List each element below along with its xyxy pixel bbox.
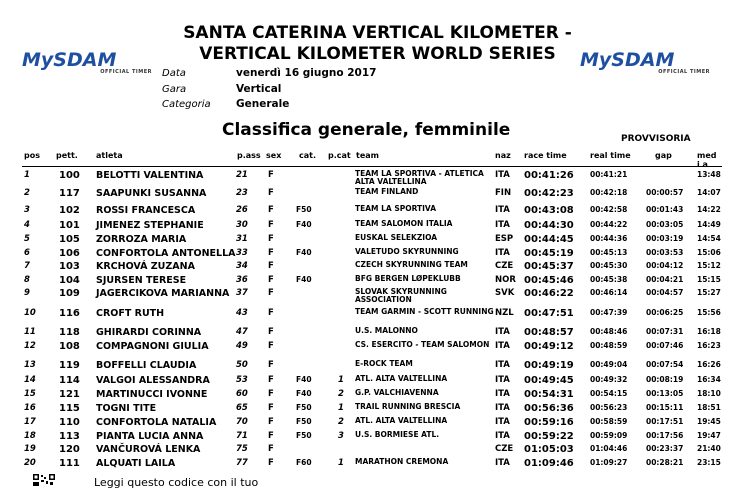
qr-code-icon: [33, 474, 55, 486]
data-label: Data: [162, 68, 186, 79]
cell-cat: F50: [296, 403, 312, 412]
cell-real: 00:49:32: [590, 375, 628, 384]
cell-naz: ITA: [495, 220, 510, 230]
cell-gap: 00:03:53: [646, 248, 684, 257]
cell-pett: 104: [59, 275, 80, 286]
cell-atleta: BOFFELLI CLAUDIA: [96, 360, 197, 371]
cell-pos: 3: [24, 205, 30, 215]
cell-media: 15:27: [697, 288, 721, 297]
cell-pett: 100: [59, 170, 80, 181]
col-cat: cat.: [299, 151, 317, 160]
logo-right-text: MySDAM: [580, 49, 675, 71]
cell-sex: F: [268, 327, 274, 337]
cell-pos: 17: [24, 417, 36, 427]
cell-media: 15:06: [697, 248, 721, 257]
cell-race: 00:56:36: [524, 403, 574, 414]
cell-media: 23:15: [697, 458, 721, 467]
cell-team: G.P. VALCHIAVENNA: [355, 388, 439, 397]
cell-pos: 9: [24, 288, 30, 298]
cell-media: 14:49: [697, 220, 721, 229]
cell-pett: 101: [59, 220, 80, 231]
cell-race: 00:54:31: [524, 389, 574, 400]
cell-gap: 00:13:05: [646, 389, 684, 398]
cell-sex: F: [268, 389, 274, 399]
cell-team: TEAM GARMIN - SCOTT RUNNING: [355, 307, 494, 316]
title-line-2: VERTICAL KILOMETER WORLD SERIES: [199, 44, 556, 64]
cell-atleta: ROSSI FRANCESCA: [96, 205, 196, 216]
cell-naz: SVK: [495, 288, 515, 298]
cell-pos: 10: [24, 308, 36, 318]
cell-pass: 43: [236, 308, 248, 318]
cell-atleta: BELOTTI VALENTINA: [96, 170, 204, 181]
cell-team: TRAIL RUNNING BRESCIA: [355, 402, 461, 411]
cell-sex: F: [268, 220, 274, 230]
cell-pass: 33: [236, 248, 248, 258]
status-label: PROVVISORIA: [621, 134, 691, 144]
cell-race: 00:44:45: [524, 234, 574, 245]
cell-pett: 119: [59, 360, 80, 371]
cell-atleta: SJURSEN TERESE: [96, 275, 187, 286]
cell-pos: 6: [24, 248, 30, 258]
cell-media: 19:45: [697, 417, 721, 426]
cell-race: 00:48:57: [524, 327, 574, 338]
cell-sex: F: [268, 375, 274, 385]
cell-atleta: SAAPUNKI SUSANNA: [96, 188, 207, 199]
cell-pass: 34: [236, 261, 248, 271]
cell-team: TEAM LA SPORTIVA - ATLETICA ALTA VALTELLINA: [355, 169, 484, 186]
cell-real: 00:44:22: [590, 220, 628, 229]
cell-pcat: 2: [338, 389, 344, 399]
cell-atleta: VALGOI ALESSANDRA: [96, 375, 210, 386]
cell-atleta: COMPAGNONI GIULIA: [96, 341, 209, 352]
data-value: venerdì 16 giugno 2017: [236, 67, 377, 79]
logo-right-tag: OFFICIAL TIMER: [658, 69, 710, 75]
logo-left-tag: OFFICIAL TIMER: [100, 69, 152, 75]
cell-cat: F40: [296, 389, 312, 398]
cell-pass: 65: [236, 403, 248, 413]
cell-gap: 00:07:31: [646, 327, 684, 336]
cell-team: SLOVAK SKYRUNNING ASSOCIATION: [355, 287, 447, 304]
cell-media: 16:26: [697, 360, 721, 369]
cell-gap: 00:01:43: [646, 205, 684, 214]
table-row: [0, 288, 741, 305]
cell-team: CS. ESERCITO - TEAM SALOMON: [355, 340, 490, 349]
cell-naz: CZE: [495, 261, 514, 271]
cell-pass: 53: [236, 375, 248, 385]
cell-race: 01:05:03: [524, 444, 574, 455]
col-pass: p.ass: [237, 151, 261, 160]
cell-pass: 30: [236, 220, 248, 230]
cell-pass: 70: [236, 417, 248, 427]
cell-gap: 00:06:25: [646, 308, 684, 317]
cell-pos: 4: [24, 220, 30, 230]
cell-pos: 5: [24, 234, 30, 244]
cell-atleta: KRCHOVÁ ZUZANA: [96, 261, 195, 272]
categoria-label: Categoria: [162, 99, 211, 110]
cell-pos: 15: [24, 389, 36, 399]
cell-cat: F40: [296, 220, 312, 229]
cell-cat: F50: [296, 431, 312, 440]
cell-media: 14:22: [697, 205, 721, 214]
cell-media: 15:12: [697, 261, 721, 270]
cell-pos: 16: [24, 403, 36, 413]
cell-pass: 60: [236, 389, 248, 399]
cell-team: EUSKAL SELEKZIOA: [355, 233, 438, 242]
header-divider: [22, 166, 722, 167]
cell-naz: NOR: [495, 275, 516, 285]
cell-gap: 00:07:54: [646, 360, 684, 369]
cell-media: 13:48: [697, 170, 721, 179]
cell-team: TEAM LA SPORTIVA: [355, 204, 437, 213]
cell-team: U.S. BORMIESE ATL.: [355, 430, 440, 439]
cell-naz: CZE: [495, 444, 514, 454]
cell-pett: 103: [59, 261, 80, 272]
gara-label: Gara: [162, 84, 187, 95]
cell-atleta: CROFT RUTH: [96, 308, 165, 319]
cell-pos: 12: [24, 341, 36, 351]
cell-atleta: MARTINUCCI IVONNE: [96, 389, 208, 400]
cell-real: 00:46:14: [590, 288, 628, 297]
cell-sex: F: [268, 234, 274, 244]
cell-pett: 117: [59, 188, 80, 199]
cell-race: 00:43:08: [524, 205, 574, 216]
col-real: real time: [590, 151, 631, 160]
cell-cat: F50: [296, 417, 312, 426]
cell-pass: 26: [236, 205, 248, 215]
cell-pos: 18: [24, 431, 36, 441]
col-pett: pett.: [56, 151, 78, 160]
cell-sex: F: [268, 288, 274, 298]
cell-pos: 7: [24, 261, 30, 271]
col-sex: sex: [266, 151, 282, 160]
cell-atleta: CONFORTOLA NATALIA: [96, 417, 217, 428]
col-media: medi a: [697, 151, 717, 169]
cell-naz: ITA: [495, 389, 510, 399]
cell-atleta: ZORROZA MARIA: [96, 234, 187, 245]
cell-sex: F: [268, 431, 274, 441]
cell-pett: 118: [59, 327, 80, 338]
cell-pett: 111: [59, 458, 80, 469]
cell-naz: ITA: [495, 205, 510, 215]
cell-sex: F: [268, 403, 274, 413]
cell-atleta: TOGNI TITE: [96, 403, 157, 414]
cell-sex: F: [268, 205, 274, 215]
cell-naz: ESP: [495, 234, 514, 244]
cell-media: 15:15: [697, 275, 721, 284]
categoria-value: Generale: [236, 98, 290, 110]
cell-real: 00:54:15: [590, 389, 628, 398]
cell-cat: F40: [296, 375, 312, 384]
cell-pett: 114: [59, 375, 80, 386]
cell-gap: 00:03:19: [646, 234, 684, 243]
title-line-1: SANTA CATERINA VERTICAL KILOMETER -: [183, 23, 572, 43]
cell-real: 00:44:36: [590, 234, 628, 243]
cell-media: 16:23: [697, 341, 721, 350]
table-row: [0, 458, 741, 475]
cell-atleta: JAGERCIKOVA MARIANNA: [96, 288, 230, 299]
cell-cat: F40: [296, 275, 312, 284]
cell-team: BFG BERGEN LØPEKLUBB: [355, 274, 461, 283]
cell-real: 00:47:39: [590, 308, 628, 317]
cell-race: 00:46:22: [524, 288, 574, 299]
col-atleta: atleta: [96, 151, 123, 160]
col-gap: gap: [655, 151, 672, 160]
logo-left-text: MySDAM: [22, 49, 117, 71]
cell-naz: ITA: [495, 341, 510, 351]
cell-gap: 00:07:46: [646, 341, 684, 350]
cell-real: 00:45:13: [590, 248, 628, 257]
cell-cat: F40: [296, 248, 312, 257]
cell-sex: F: [268, 417, 274, 427]
cell-atleta: ALQUATI LAILA: [96, 458, 176, 469]
cell-pcat: 3: [338, 431, 344, 441]
cell-pett: 110: [59, 417, 80, 428]
cell-media: 19:47: [697, 431, 721, 440]
cell-pass: 36: [236, 275, 248, 285]
cell-pett: 102: [59, 205, 80, 216]
cell-media: 15:56: [697, 308, 721, 317]
cell-race: 00:49:45: [524, 375, 574, 386]
cell-cat: F50: [296, 205, 312, 214]
cell-naz: ITA: [495, 248, 510, 258]
gara-value: Vertical: [236, 83, 282, 95]
cell-race: 00:49:12: [524, 341, 574, 352]
cell-real: 00:59:09: [590, 431, 628, 440]
col-pcat: p.cat: [328, 151, 351, 160]
cell-pos: 19: [24, 444, 36, 454]
cell-sex: F: [268, 444, 274, 454]
cell-race: 00:42:23: [524, 188, 574, 199]
cell-race: 00:44:30: [524, 220, 574, 231]
cell-naz: ITA: [495, 360, 510, 370]
cell-pass: 47: [236, 327, 248, 337]
cell-pass: 23: [236, 188, 248, 198]
cell-real: 00:56:23: [590, 403, 628, 412]
cell-real: 01:04:46: [590, 444, 628, 453]
cell-pos: 13: [24, 360, 36, 370]
cell-pos: 1: [24, 170, 30, 180]
cell-media: 18:51: [697, 403, 721, 412]
cell-team: VALETUDO SKYRUNNING: [355, 247, 459, 256]
cell-pass: 50: [236, 360, 248, 370]
footer-text: Leggi questo codice con il tuo: [94, 476, 259, 489]
cell-naz: FIN: [495, 188, 512, 198]
cell-sex: F: [268, 458, 274, 468]
cell-team: U.S. MALONNO: [355, 326, 418, 335]
cell-team: TEAM FINLAND: [355, 187, 419, 196]
cell-atleta: JIMENEZ STEPHANIE: [96, 220, 204, 231]
cell-sex: F: [268, 170, 274, 180]
cell-pass: 49: [236, 341, 248, 351]
cell-race: 00:49:19: [524, 360, 574, 371]
cell-real: 00:42:58: [590, 205, 628, 214]
cell-real: 00:48:46: [590, 327, 628, 336]
cell-pett: 115: [59, 403, 80, 414]
col-pos: pos: [24, 151, 40, 160]
cell-gap: 00:04:12: [646, 261, 684, 270]
cell-sex: F: [268, 248, 274, 258]
cell-gap: 00:08:19: [646, 375, 684, 384]
cell-race: 00:45:19: [524, 248, 574, 259]
cell-pett: 105: [59, 234, 80, 245]
cell-pos: 14: [24, 375, 36, 385]
cell-real: 00:41:21: [590, 170, 628, 179]
cell-gap: 00:04:21: [646, 275, 684, 284]
cell-real: 00:49:04: [590, 360, 628, 369]
cell-race: 00:45:46: [524, 275, 574, 286]
cell-race: 00:59:16: [524, 417, 574, 428]
cell-team: ATL. ALTA VALTELLINA: [355, 374, 448, 383]
cell-race: 00:41:26: [524, 170, 574, 181]
cell-real: 00:48:59: [590, 341, 628, 350]
col-team: team: [356, 151, 379, 160]
cell-team: ATL. ALTA VALTELLINA: [355, 416, 448, 425]
cell-sex: F: [268, 308, 274, 318]
cell-media: 14:07: [697, 188, 721, 197]
cell-pcat: 1: [338, 458, 344, 468]
cell-pett: 121: [59, 389, 80, 400]
cell-gap: 00:23:37: [646, 444, 684, 453]
cell-naz: ITA: [495, 431, 510, 441]
cell-gap: 00:17:51: [646, 417, 684, 426]
cell-pass: 31: [236, 234, 248, 244]
cell-naz: ITA: [495, 458, 510, 468]
cell-race: 00:47:51: [524, 308, 574, 319]
col-race: race time: [524, 151, 567, 160]
cell-real: 00:58:59: [590, 417, 628, 426]
cell-pos: 2: [24, 188, 30, 198]
table-row: [0, 341, 741, 358]
cell-naz: ITA: [495, 170, 510, 180]
cell-pos: 11: [24, 327, 36, 337]
cell-real: 00:42:18: [590, 188, 628, 197]
cell-gap: 00:00:57: [646, 188, 684, 197]
cell-real: 01:09:27: [590, 458, 628, 467]
cell-real: 00:45:38: [590, 275, 628, 284]
cell-race: 00:59:22: [524, 431, 574, 442]
table-row: [0, 188, 741, 205]
col-naz: naz: [495, 151, 511, 160]
cell-gap: 00:04:57: [646, 288, 684, 297]
cell-pcat: 1: [338, 375, 344, 385]
cell-team: MARATHON CREMONA: [355, 457, 449, 466]
cell-pos: 20: [24, 458, 36, 468]
cell-atleta: PIANTA LUCIA ANNA: [96, 431, 204, 442]
cell-pett: 113: [59, 431, 80, 442]
cell-team: CZECH SKYRUNNING TEAM: [355, 260, 468, 269]
cell-sex: F: [268, 275, 274, 285]
cell-sex: F: [268, 188, 274, 198]
cell-pett: 106: [59, 248, 80, 259]
cell-naz: ITA: [495, 417, 510, 427]
cell-media: 18:10: [697, 389, 721, 398]
cell-gap: 00:28:21: [646, 458, 684, 467]
cell-gap: 00:15:11: [646, 403, 684, 412]
cell-real: 00:45:30: [590, 261, 628, 270]
cell-atleta: CONFORTOLA ANTONELLA: [96, 248, 236, 259]
cell-naz: ITA: [495, 403, 510, 413]
cell-gap: 00:03:05: [646, 220, 684, 229]
cell-atleta: VANČUROVÁ LENKA: [96, 444, 201, 455]
logo-left: [22, 49, 162, 75]
cell-naz: ITA: [495, 327, 510, 337]
cell-cat: F60: [296, 458, 312, 467]
cell-race: 01:09:46: [524, 458, 574, 469]
cell-sex: F: [268, 261, 274, 271]
cell-sex: F: [268, 360, 274, 370]
cell-media: 14:54: [697, 234, 721, 243]
cell-naz: NZL: [495, 308, 514, 318]
cell-team: E-ROCK TEAM: [355, 359, 413, 368]
cell-pett: 116: [59, 308, 80, 319]
cell-pos: 8: [24, 275, 30, 285]
cell-atleta: GHIRARDI CORINNA: [96, 327, 202, 338]
table-row: [0, 308, 741, 325]
cell-pass: 21: [236, 170, 248, 180]
cell-media: 16:34: [697, 375, 721, 384]
cell-pcat: 1: [338, 403, 344, 413]
cell-sex: F: [268, 341, 274, 351]
cell-pass: 75: [236, 444, 248, 454]
cell-media: 21:40: [697, 444, 721, 453]
cell-team: TEAM SALOMON ITALIA: [355, 219, 453, 228]
cell-pett: 109: [59, 288, 80, 299]
table-row: [0, 170, 741, 187]
cell-gap: 00:17:56: [646, 431, 684, 440]
page-subtitle: Classifica generale, femminile: [222, 120, 511, 140]
cell-pett: 108: [59, 341, 80, 352]
cell-race: 00:45:37: [524, 261, 574, 272]
cell-pett: 120: [59, 444, 80, 455]
cell-naz: ITA: [495, 375, 510, 385]
cell-pass: 77: [236, 458, 248, 468]
cell-pass: 37: [236, 288, 248, 298]
cell-media: 16:18: [697, 327, 721, 336]
cell-pcat: 2: [338, 417, 344, 427]
cell-pass: 71: [236, 431, 248, 441]
